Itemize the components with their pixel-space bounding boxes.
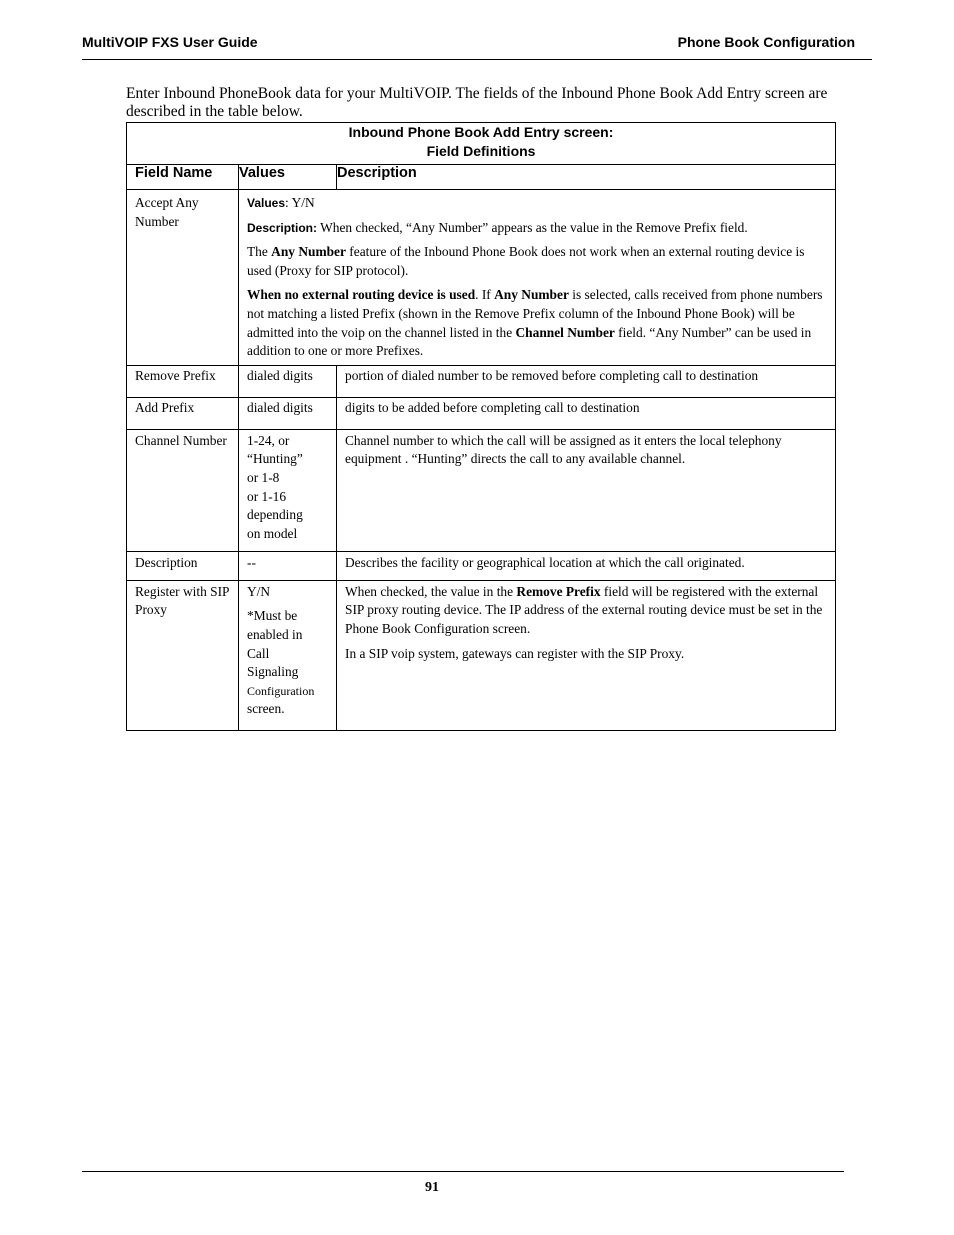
field-name-accept-any-number: Accept Any Number xyxy=(135,195,199,229)
page-footer xyxy=(82,1171,844,1195)
column-header-values: Values xyxy=(239,165,337,190)
description-register-sip-proxy: When checked, the value in the Remove Prefix field will be registered with the external SIP proxy routing device. The IP address of the external routing device must be set in the Phone Book Configuration screen. In a SIP voip system, gateways can register with the SIP Proxy. xyxy=(337,581,835,667)
values-description: -- xyxy=(247,554,256,570)
values-add-prefix: dialed digits xyxy=(247,399,313,415)
description-label: Description: xyxy=(247,220,318,235)
description-description: Describes the facility or geographical location at which the call originated. xyxy=(345,554,745,570)
table-header-row xyxy=(127,165,836,190)
any-number-note: The Any Number feature of the Inbound Phone Book does not work when an external routing device is used (Proxy for SIP protocol). xyxy=(247,244,805,278)
description-remove-prefix: portion of dialed number to be removed before completing call to destination xyxy=(345,367,759,383)
field-name-remove-prefix: Remove Prefix xyxy=(135,367,216,383)
column-header-field-name: Field Name xyxy=(127,165,239,190)
table-row xyxy=(127,190,836,366)
description-channel-number: Channel number to which the call will be assigned as it enters the local telephony equipment . “Hunting” directs the call to any available channel. xyxy=(345,432,782,467)
field-name-description: Description xyxy=(135,554,198,570)
description-text: When checked, “Any Number” appears as the value in the Remove Prefix field. xyxy=(317,219,748,235)
field-name-add-prefix: Add Prefix xyxy=(135,399,195,415)
table-row xyxy=(127,580,836,730)
column-header-description: Description xyxy=(337,165,836,190)
table-row xyxy=(127,397,836,429)
values-register-sip-proxy xyxy=(239,581,336,723)
table-row xyxy=(127,365,836,397)
field-name-channel-number: Channel Number xyxy=(135,432,227,448)
table-caption-line2: Field Definitions xyxy=(426,143,536,159)
values-yn: Y/N xyxy=(247,583,271,599)
section-title: Phone Book Configuration xyxy=(677,34,855,50)
field-name-register-sip-proxy: Register with SIP Proxy xyxy=(135,583,229,618)
values-label: Values xyxy=(247,196,286,210)
table-caption xyxy=(127,123,836,165)
table-caption-line1: Inbound Phone Book Add Entry screen: xyxy=(348,124,614,140)
no-external-routing-note: When no external routing device is used. If Any Number is selected, calls received from phone numbers not matching a listed Prefix (shown in the Remove Prefix column of the Inbound Phone Book) will be admitted into the voip on the channel listed in the Channel Number field. “Any Number” can be used in addition to one or more Prefixes. xyxy=(247,287,823,359)
must-be-enabled-note: *Must be enabled in Call Signaling Configuration screen. xyxy=(247,608,315,717)
values-value: : Y/N xyxy=(285,195,315,210)
table-row xyxy=(127,551,836,580)
values-remove-prefix: dialed digits xyxy=(247,367,313,383)
values-channel-number: 1-24, or “Hunting” or 1-8 or 1-16 depending on model xyxy=(247,432,303,541)
description-add-prefix: digits to be added before completing call to destination xyxy=(345,399,640,415)
page-header xyxy=(82,33,872,60)
page-number: 91 xyxy=(425,1180,439,1195)
field-definitions-table xyxy=(126,122,836,731)
accept-any-number-details xyxy=(239,190,835,365)
document-title: MultiVOIP FXS User Guide xyxy=(82,34,258,50)
table-row xyxy=(127,429,836,551)
sip-register-note: In a SIP voip system, gateways can register with the SIP Proxy. xyxy=(345,645,685,661)
intro-paragraph: Enter Inbound PhoneBook data for your MultiVOIP. The fields of the Inbound Phone Book Add Entry screen are described in the table below. xyxy=(126,85,828,120)
